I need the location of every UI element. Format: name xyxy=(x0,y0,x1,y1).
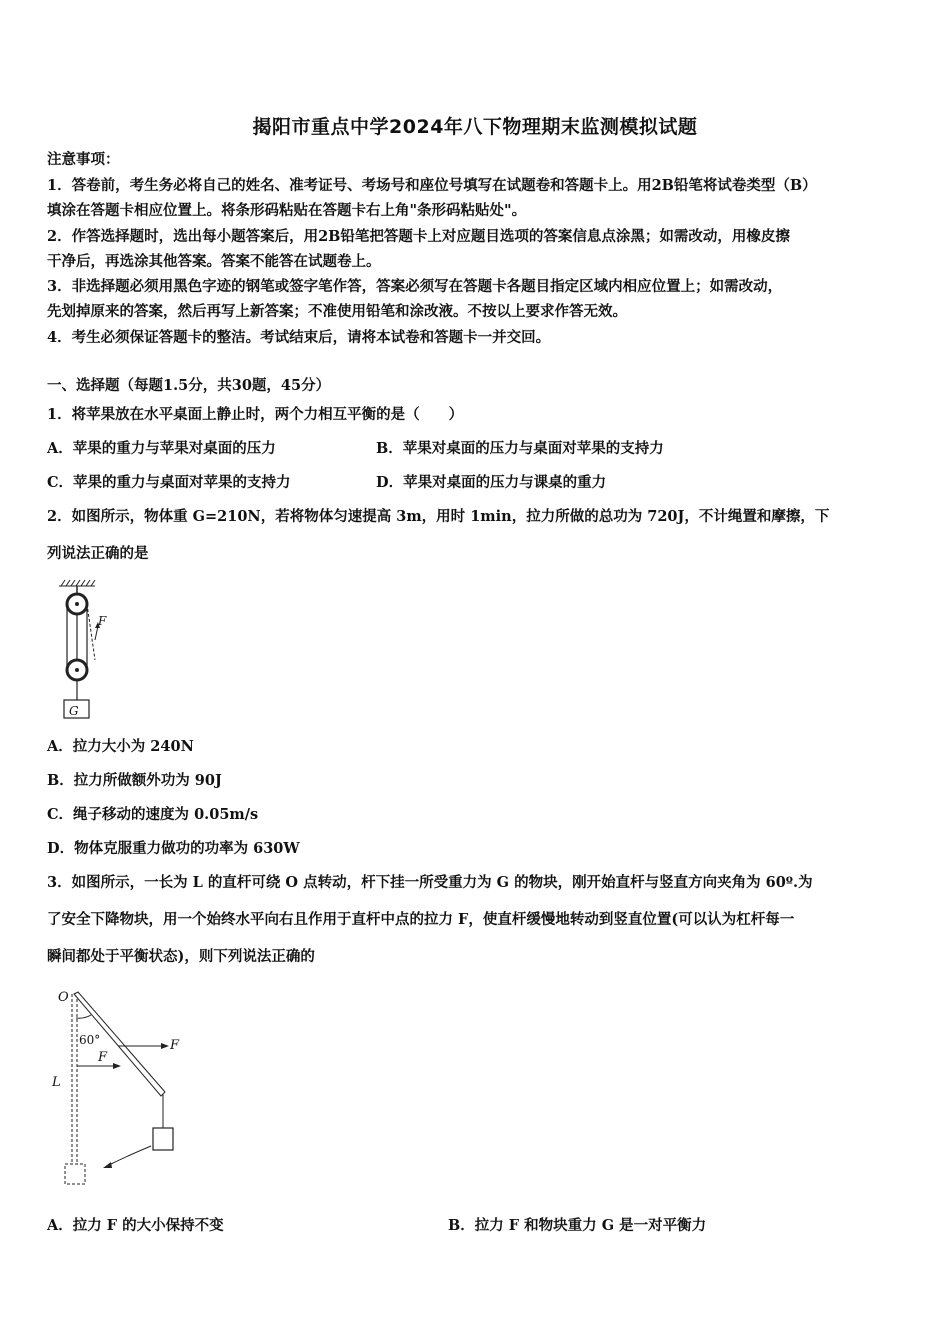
notice-line: 4．考生必须保证答题卡的整洁。考试结束后，请将本试卷和答题卡一并交回。 xyxy=(47,329,551,346)
paper-title: 揭阳市重点中学2024年八下物理期末监测模拟试题 xyxy=(252,116,698,138)
notice-heading: 注意事项： xyxy=(47,151,120,168)
rotation-arrow xyxy=(107,1146,151,1166)
pulley-force-label: F xyxy=(98,614,107,628)
q1-stem: 1．将苹果放在水平桌面上静止时，两个力相互平衡的是（ ） xyxy=(47,406,464,423)
pulley-figure xyxy=(55,578,125,723)
q2-stem: 列说法正确的是 xyxy=(47,545,149,562)
q1-option-b: B．苹果对桌面的压力与桌面对苹果的支持力 xyxy=(376,440,664,457)
angle-label: 60° xyxy=(79,1033,101,1047)
force-label-vertical: F xyxy=(98,1050,108,1065)
q3-option-b: B．拉力 F 和物块重力 G 是一对平衡力 xyxy=(448,1217,707,1234)
q2-option-b: B．拉力所做额外功为 90J xyxy=(47,772,222,789)
notice-line: 干净后，再选涂其他答案。答案不能答在试题卷上。 xyxy=(47,253,381,270)
q3-option-a: A．拉力 F 的大小保持不变 xyxy=(47,1217,224,1234)
notice-line: 填涂在答题卡相应位置上。将条形码粘贴在答题卡右上角"条形码粘贴处"。 xyxy=(47,202,527,219)
q2-option-d: D．物体克服重力做功的功率为 630W xyxy=(47,840,300,857)
pulley-weight-label: G xyxy=(69,704,79,718)
q2-option-a: A．拉力大小为 240N xyxy=(47,738,194,755)
q2-stem: 2．如图所示，物体重 G=210N，若将物体匀速提高 3m，用时 1min，拉力所做的总功为 720J，不计绳置和摩擦，下 xyxy=(47,508,830,525)
ceiling-hatch xyxy=(59,580,95,586)
q3-stem: 3．如图所示，一长为 L 的直杆可绕 O 点转动，杆下挂一所受重力为 G 的物块，刚开始直杆与竖直方向夹角为 60º.为 xyxy=(47,874,813,891)
notice-line: 2．作答选择题时，选出每小题答案后，用2B铅笔把答题卡上对应题目选项的答案信息点涂黑；如需改动，用橡皮擦 xyxy=(47,228,790,245)
notice-line: 1．答卷前，考生务必将自己的姓名、准考证号、考场号和座位号填写在试题卷和答题卡上。用2B铅笔将试卷类型（B） xyxy=(47,177,817,194)
lever-figure xyxy=(45,988,195,1188)
notice-line: 3．非选择题必须用黑色字迹的钢笔或签字笔作答，答案必须写在答题卡各题目指定区域内相应位置上；如需改动， xyxy=(47,278,783,295)
pivot-label: O xyxy=(58,990,69,1005)
q3-stem: 瞬间都处于平衡状态)，则下列说法正确的 xyxy=(47,948,315,965)
notice-line: 先划掉原来的答案，然后再写上新答案；不准使用铅笔和涂改液。不按以上要求作答无效。 xyxy=(47,303,627,320)
hanging-block xyxy=(153,1128,173,1150)
force-label-slanted: F xyxy=(170,1038,180,1053)
q2-option-c: C．绳子移动的速度为 0.05m/s xyxy=(47,806,259,823)
section-heading: 一、选择题（每题1.5分，共30题，45分） xyxy=(47,377,331,394)
q1-option-c: C．苹果的重力与桌面对苹果的支持力 xyxy=(47,474,291,491)
pull-rope xyxy=(87,604,95,660)
q1-option-a: A．苹果的重力与苹果对桌面的压力 xyxy=(47,440,276,457)
length-label: L xyxy=(52,1075,61,1090)
q1-option-d: D．苹果对桌面的压力与课桌的重力 xyxy=(376,474,607,491)
dashed-block xyxy=(65,1164,85,1184)
q3-stem: 了安全下降物块，用一个始终水平向右且作用于直杆中点的拉力 F，使直杆缓慢地转动到竖直位置(可以认为杠杆每一 xyxy=(47,911,795,928)
